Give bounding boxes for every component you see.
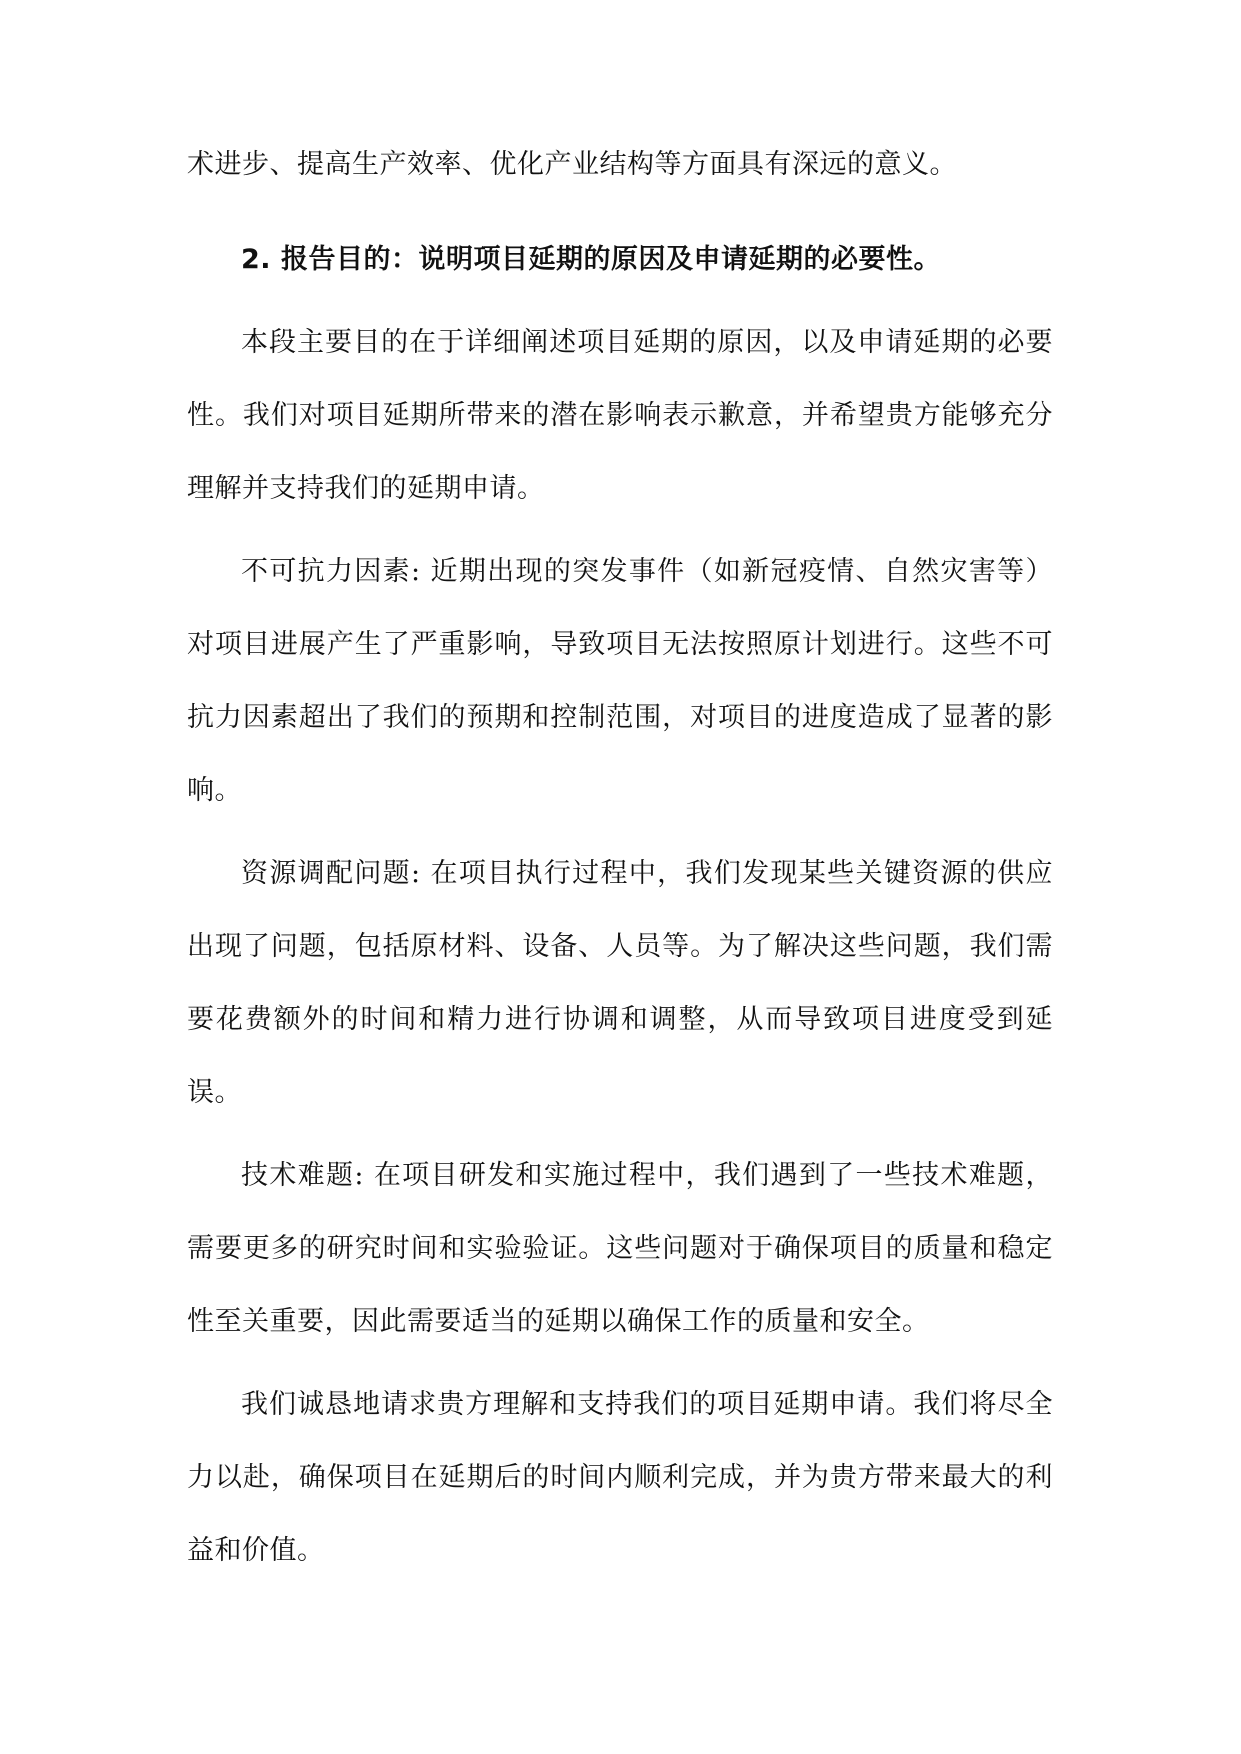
paragraph-continuation: 术进步、提高生产效率、优化产业结构等方面具有深远的意义。 [187, 149, 957, 180]
paragraph-resource-allocation: 资源调配问题: 在项目执行过程中，我们发现某些关键资源的供应出现了问题，包括原材料、设备、人员等。为了解决这些问题，我们需要花费额外的时间和精力进行协调和调整，从而导致项目进度受到延误。 [187, 858, 1053, 1108]
heading-spacer [187, 296, 1053, 306]
section-spacer [187, 201, 1053, 223]
paragraph-spacer [187, 1129, 1053, 1139]
document-body [187, 128, 1053, 1587]
paragraph-request: 我们诚恳地请求贵方理解和支持我们的项目延期申请。我们将尽全力以赴，确保项目在延期后的时间内顺利完成，并为贵方带来最大的利益和价值。 [187, 1389, 1053, 1566]
paragraph-spacer [187, 827, 1053, 837]
paragraph-purpose: 本段主要目的在于详细阐述项目延期的原因，以及申请延期的必要性。我们对项目延期所带来的潜在影响表示歉意，并希望贵方能够充分理解并支持我们的延期申请。 [187, 327, 1053, 504]
section-heading: 2. 报告目的：说明项目延期的原因及申请延期的必要性。 [241, 244, 941, 275]
paragraph-force-majeure: 不可抗力因素: 近期出现的突发事件（如新冠疫情、自然灾害等）对项目进展产生了严重影响，导致项目无法按照原计划进行。这些不可抗力因素超出了我们的预期和控制范围，对项目的进度造成了显著的影响。 [187, 556, 1053, 806]
paragraph-technical-difficulties: 技术难题: 在项目研发和实施过程中，我们遇到了一些技术难题，需要更多的研究时间和实验验证。这些问题对于确保项目的质量和稳定性至关重要，因此需要适当的延期以确保工作的质量和安全。 [187, 1160, 1053, 1337]
paragraph-spacer [187, 525, 1053, 535]
paragraph-spacer [187, 1358, 1053, 1368]
